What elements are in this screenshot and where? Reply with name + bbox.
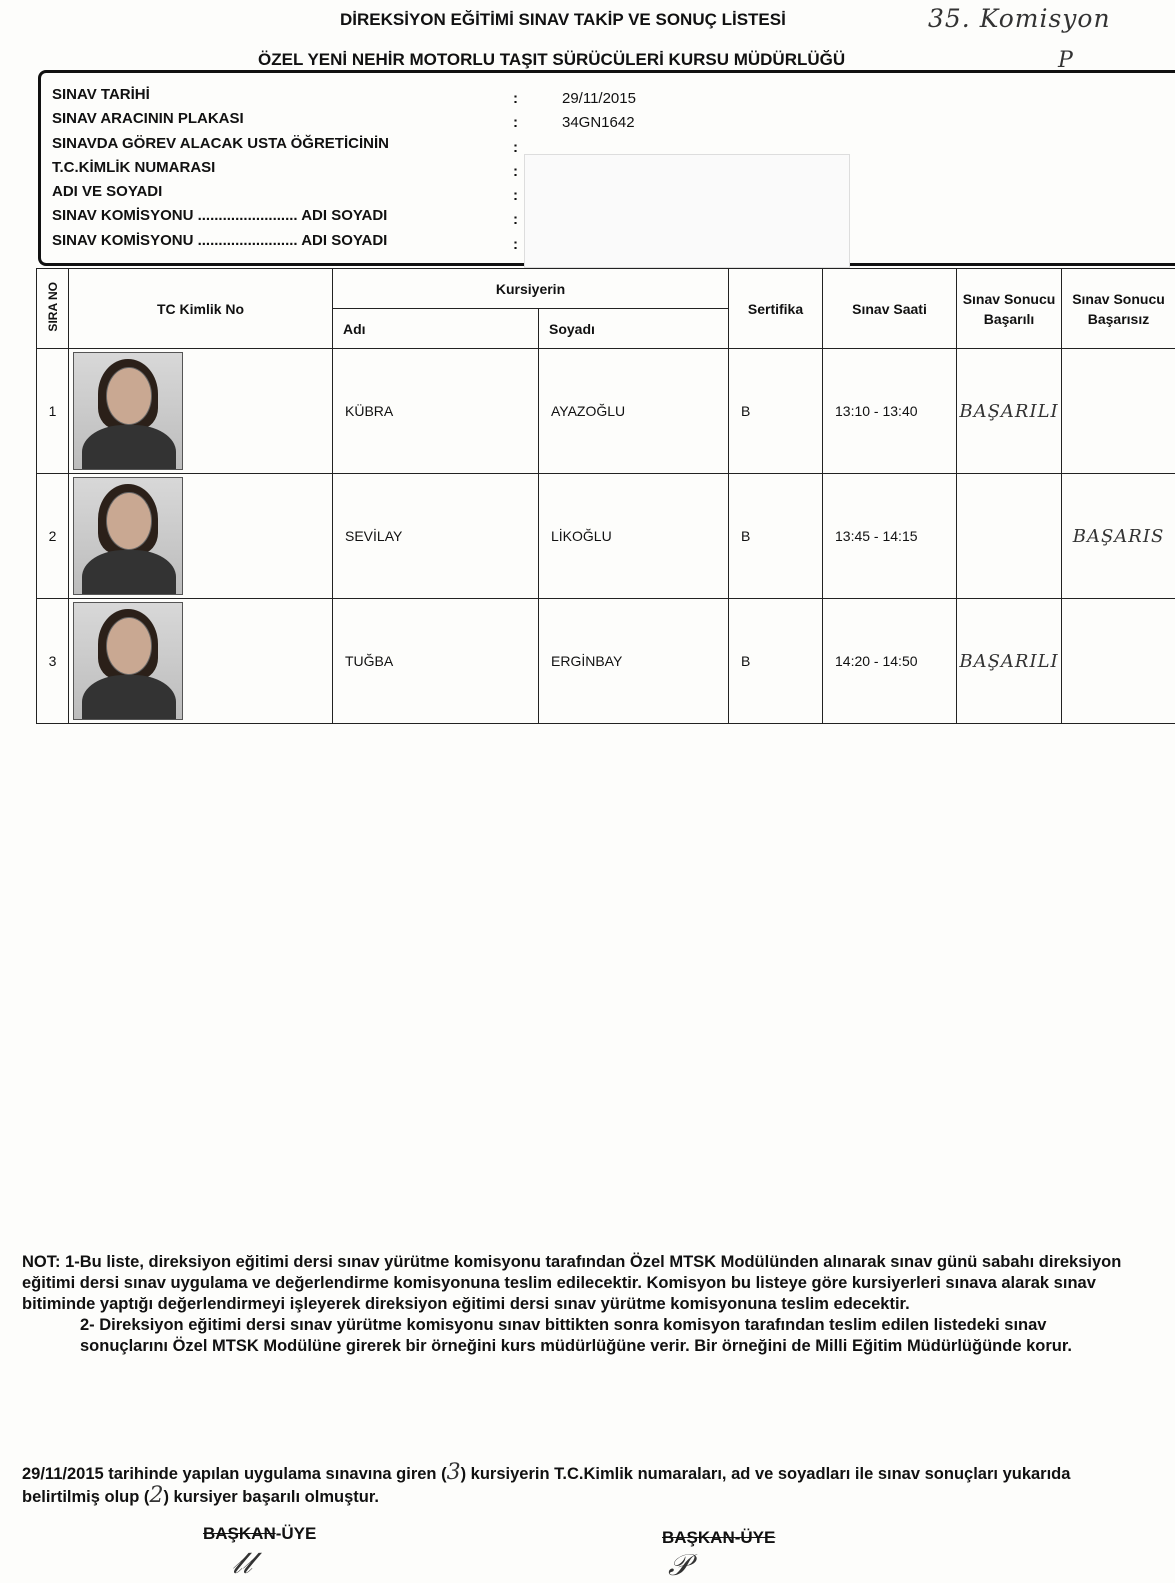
header-sinav-saati: Sınav Saati bbox=[823, 269, 957, 349]
note-paragraph-1: NOT: 1-Bu liste, direksiyon eğitimi dersi sınav yürütme komisyonu tarafından Özel MTSK Modülünden alınarak sınav günü sabahı direksiyon eğitimi dersi sınav uygulama ve değerlendirme komisyonuna teslim edilecektir. Komisyon bu listeye göre kursiyerleri sınava alarak sınav bitiminde yaptığı değerlendirmeyi işleyerek direksiyon eğitimi dersi sınav yürütme komisyonuna teslim edecektir. bbox=[22, 1252, 1132, 1315]
info-label-exam-date: SINAV TARİHİ bbox=[52, 86, 150, 103]
summary-text-1: 29/11/2015 tarihinde yapılan uygulama sınavına giren ( bbox=[22, 1465, 447, 1483]
result-passed bbox=[957, 474, 1062, 599]
handwritten-passed-count: 2 bbox=[149, 1483, 163, 1508]
handwritten-signature-right: 𝒫 bbox=[668, 1548, 690, 1583]
info-colon: : bbox=[513, 236, 518, 253]
info-value-exam-date: 29/11/2015 bbox=[562, 90, 636, 107]
header-basarisiz: Sınav Sonucu Başarısız bbox=[1062, 269, 1175, 349]
note-paragraph-2: 2- Direksiyon eğitimi dersi sınav yürütme komisyonu sınav bittikten sonra komisyon tarafından teslim edilen listedeki sınav sonuçlarını Özel MTSK Modülüne girerek bir örneğini kurs müdürlüğüne verir. Bir örneğini de Milli Eğitim Müdürlüğünde korur. bbox=[22, 1315, 1132, 1357]
certificate-class: B bbox=[729, 474, 823, 599]
student-last-name: AYAZOĞLU bbox=[539, 349, 729, 474]
summary-text-3: ) kursiyer başarılı olmuştur. bbox=[163, 1488, 379, 1506]
info-label-name: ADI VE SOYADI bbox=[52, 183, 162, 200]
result-passed: BAŞARILI bbox=[957, 349, 1062, 474]
handwritten-mark: P bbox=[1058, 48, 1073, 73]
header-sertifika: Sertifika bbox=[729, 269, 823, 349]
handwritten-commission-note: 35. Komisyon bbox=[928, 4, 1111, 33]
table-row bbox=[37, 349, 1175, 474]
info-colon: : bbox=[513, 211, 518, 228]
info-colon: : bbox=[513, 90, 518, 107]
row-number: 1 bbox=[37, 349, 69, 474]
header-adi: Adı bbox=[333, 309, 539, 349]
info-label-tc: T.C.KİMLİK NUMARASI bbox=[52, 159, 215, 176]
exam-results-table bbox=[36, 268, 1175, 724]
student-photo bbox=[73, 602, 183, 720]
signature-right: BAŞKAN-ÜYE bbox=[662, 1528, 775, 1548]
document-title: DİREKSİYON EĞİTİMİ SINAV TAKİP VE SONUÇ LİSTESİ bbox=[340, 10, 786, 30]
info-colon: : bbox=[513, 163, 518, 180]
handwritten-signature-left: 𝓁𝓁 bbox=[232, 1546, 252, 1581]
header-soyadi: Soyadı bbox=[539, 309, 729, 349]
exam-time: 13:10 - 13:40 bbox=[823, 349, 957, 474]
header-kursiyerin: Kursiyerin bbox=[333, 269, 729, 309]
note-section bbox=[22, 1252, 1132, 1357]
tc-cell bbox=[69, 474, 333, 599]
row-number: 3 bbox=[37, 599, 69, 724]
student-first-name: SEVİLAY bbox=[333, 474, 539, 599]
signature-left-role: -ÜYE bbox=[276, 1524, 317, 1543]
info-label-plate: SINAV ARACININ PLAKASI bbox=[52, 110, 244, 127]
result-passed: BAŞARILI bbox=[957, 599, 1062, 724]
info-label-commission-2: SINAV KOMİSYONU ........................ ADI SOYADI bbox=[52, 232, 387, 249]
info-label-instructor: SINAVDA GÖREV ALACAK USTA ÖĞRETİCİNİN bbox=[52, 135, 389, 152]
student-last-name: LİKOĞLU bbox=[539, 474, 729, 599]
certificate-class: B bbox=[729, 599, 823, 724]
header-basarili: Sınav Sonucu Başarılı bbox=[957, 269, 1062, 349]
student-first-name: KÜBRA bbox=[333, 349, 539, 474]
tc-cell bbox=[69, 349, 333, 474]
student-photo bbox=[73, 352, 183, 470]
row-number: 2 bbox=[37, 474, 69, 599]
result-failed bbox=[1062, 599, 1175, 724]
info-value-plate: 34GN1642 bbox=[562, 114, 635, 131]
header-sira-no: SIRA NO bbox=[37, 269, 69, 349]
table-row bbox=[37, 599, 1175, 724]
exam-time: 13:45 - 14:15 bbox=[823, 474, 957, 599]
student-first-name: TUĞBA bbox=[333, 599, 539, 724]
result-failed: BAŞARIS bbox=[1062, 474, 1175, 599]
table-row bbox=[37, 474, 1175, 599]
info-label-commission-1: SINAV KOMİSYONU ........................ ADI SOYADI bbox=[52, 207, 387, 224]
institution-name: ÖZEL YENİ NEHİR MOTORLU TAŞIT SÜRÜCÜLERİ KURSU MÜDÜRLÜĞÜ bbox=[258, 50, 845, 70]
signature-left-struck: BAŞKAN bbox=[203, 1524, 276, 1543]
info-colon: : bbox=[513, 114, 518, 131]
handwritten-total-count: 3 bbox=[447, 1460, 461, 1485]
info-colon: : bbox=[513, 187, 518, 204]
info-colon: : bbox=[513, 139, 518, 156]
redacted-area bbox=[524, 154, 850, 268]
result-failed bbox=[1062, 349, 1175, 474]
tc-cell bbox=[69, 599, 333, 724]
certificate-class: B bbox=[729, 349, 823, 474]
summary-text-2: ) kursiyerin T.C.Kimlik numaraları, ad ve soyadları ile sınav sonuçları yukarıda belirtilmiş olup ( bbox=[22, 1465, 1070, 1506]
signature-left bbox=[203, 1524, 316, 1544]
header-tc-kimlik: TC Kimlik No bbox=[69, 269, 333, 349]
summary-statement bbox=[22, 1462, 1132, 1508]
exam-time: 14:20 - 14:50 bbox=[823, 599, 957, 724]
student-last-name: ERGİNBAY bbox=[539, 599, 729, 724]
student-photo bbox=[73, 477, 183, 595]
